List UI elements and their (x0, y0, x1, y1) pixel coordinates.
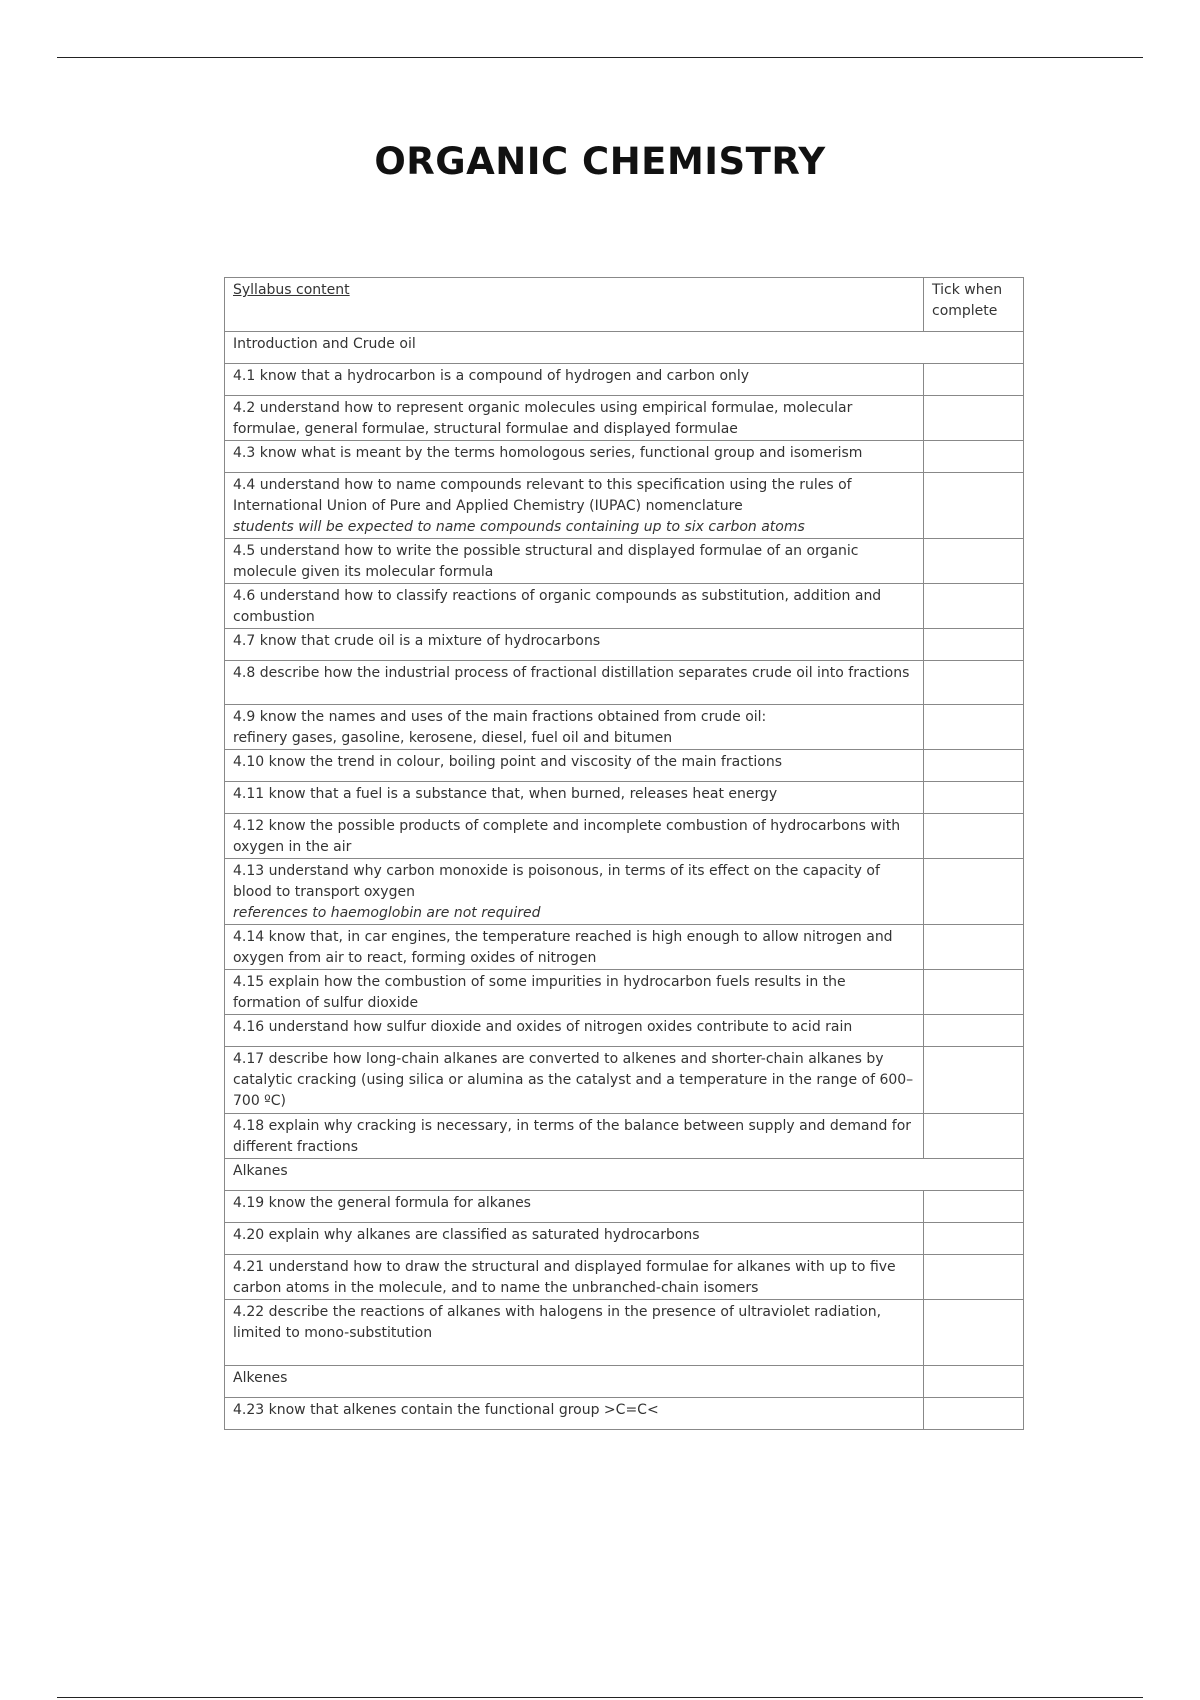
section-row (225, 1366, 1024, 1398)
tick-cell[interactable] (924, 364, 1024, 396)
item-text: 4.4 understand how to name compounds relevant to this specification using the rules of International Union of Pure and Applied Chemistry (IUPAC) nomenclature (233, 477, 852, 514)
tick-cell[interactable] (924, 1015, 1024, 1047)
table-row (225, 364, 1024, 396)
tick-cell[interactable] (924, 1223, 1024, 1255)
table-row (225, 1255, 1024, 1300)
syllabus-item: 4.19 know the general formula for alkanes (225, 1191, 924, 1223)
table-row (225, 629, 1024, 661)
syllabus-item: 4.17 describe how long-chain alkanes are converted to alkenes and shorter-chain alkanes by catalytic cracking (using silica or alumina as the catalyst and a temperature in the range of 600–700 ºC) (225, 1047, 924, 1114)
table-row (225, 1047, 1024, 1114)
tick-cell[interactable] (924, 1366, 1024, 1398)
top-rule (57, 57, 1143, 58)
syllabus-item: 4.6 understand how to classify reactions of organic compounds as substitution, addition and combustion (225, 584, 924, 629)
bottom-rule (57, 1697, 1143, 1698)
item-text: 4.13 understand why carbon monoxide is poisonous, in terms of its effect on the capacity of blood to transport oxygen (233, 863, 880, 900)
table-row (225, 1015, 1024, 1047)
tick-cell[interactable] (924, 1114, 1024, 1159)
tick-cell[interactable] (924, 925, 1024, 970)
tick-cell[interactable] (924, 441, 1024, 473)
header-tick-when-complete: Tick when complete (924, 278, 1024, 332)
section-heading: Alkanes (225, 1159, 1024, 1191)
table-row (225, 584, 1024, 629)
tick-cell[interactable] (924, 1255, 1024, 1300)
tick-cell[interactable] (924, 661, 1024, 705)
table-row (225, 1191, 1024, 1223)
syllabus-item: 4.16 understand how sulfur dioxide and oxides of nitrogen oxides contribute to acid rain (225, 1015, 924, 1047)
table-row (225, 970, 1024, 1015)
table-row (225, 661, 1024, 705)
tick-cell[interactable] (924, 1047, 1024, 1114)
syllabus-item: 4.22 describe the reactions of alkanes with halogens in the presence of ultraviolet radiation, limited to mono-substitution (225, 1300, 924, 1366)
tick-cell[interactable] (924, 473, 1024, 539)
table-row (225, 705, 1024, 750)
syllabus-item: 4.7 know that crude oil is a mixture of hydrocarbons (225, 629, 924, 661)
section-row (225, 332, 1024, 364)
table-row (225, 750, 1024, 782)
table-row (225, 814, 1024, 859)
syllabus-item: 4.14 know that, in car engines, the temperature reached is high enough to allow nitrogen and oxygen from air to react, forming oxides of nitrogen (225, 925, 924, 970)
syllabus-item (225, 859, 924, 925)
syllabus-item: 4.3 know what is meant by the terms homologous series, functional group and isomerism (225, 441, 924, 473)
section-heading: Alkenes (225, 1366, 924, 1398)
syllabus-item: 4.18 explain why cracking is necessary, in terms of the balance between supply and demand for different fractions (225, 1114, 924, 1159)
syllabus-table (224, 277, 1024, 1430)
syllabus-item: 4.10 know the trend in colour, boiling point and viscosity of the main fractions (225, 750, 924, 782)
table-row (225, 859, 1024, 925)
tick-cell[interactable] (924, 750, 1024, 782)
tick-cell[interactable] (924, 1300, 1024, 1366)
tick-cell[interactable] (924, 782, 1024, 814)
section-heading: Introduction and Crude oil (225, 332, 1024, 364)
tick-cell[interactable] (924, 1191, 1024, 1223)
table-row (225, 396, 1024, 441)
table-row (225, 1114, 1024, 1159)
table-row (225, 925, 1024, 970)
syllabus-item: 4.1 know that a hydrocarbon is a compound of hydrogen and carbon only (225, 364, 924, 396)
table-row (225, 1300, 1024, 1366)
syllabus-item: 4.21 understand how to draw the structural and displayed formulae for alkanes with up to five carbon atoms in the molecule, and to name the unbranched-chain isomers (225, 1255, 924, 1300)
table-row (225, 441, 1024, 473)
syllabus-item: 4.23 know that alkenes contain the functional group >C=C< (225, 1398, 924, 1430)
tick-cell[interactable] (924, 859, 1024, 925)
syllabus-item: 4.2 understand how to represent organic molecules using empirical formulae, molecular formulae, general formulae, structural formulae and displayed formulae (225, 396, 924, 441)
syllabus-item: 4.8 describe how the industrial process of fractional distillation separates crude oil into fractions (225, 661, 924, 705)
syllabus-item (225, 705, 924, 750)
item-text-line2: refinery gases, gasoline, kerosene, diesel, fuel oil and bitumen (233, 730, 673, 746)
table-header-row (225, 278, 1024, 332)
table-row (225, 473, 1024, 539)
table-row (225, 1223, 1024, 1255)
item-note: references to haemoglobin are not required (233, 905, 541, 921)
page-title: ORGANIC CHEMISTRY (374, 140, 826, 183)
item-note: students will be expected to name compounds containing up to six carbon atoms (233, 519, 805, 535)
table-row (225, 1398, 1024, 1430)
tick-cell[interactable] (924, 970, 1024, 1015)
table-row (225, 782, 1024, 814)
tick-cell[interactable] (924, 396, 1024, 441)
syllabus-item: 4.5 understand how to write the possible structural and displayed formulae of an organic molecule given its molecular formula (225, 539, 924, 584)
syllabus-item: 4.20 explain why alkanes are classified as saturated hydrocarbons (225, 1223, 924, 1255)
tick-cell[interactable] (924, 1398, 1024, 1430)
header-syllabus-content: Syllabus content (225, 278, 924, 332)
item-text: 4.9 know the names and uses of the main fractions obtained from crude oil: (233, 709, 767, 725)
section-row (225, 1159, 1024, 1191)
syllabus-item: 4.12 know the possible products of complete and incomplete combustion of hydrocarbons with oxygen in the air (225, 814, 924, 859)
syllabus-item: 4.15 explain how the combustion of some impurities in hydrocarbon fuels results in the formation of sulfur dioxide (225, 970, 924, 1015)
tick-cell[interactable] (924, 705, 1024, 750)
syllabus-item (225, 473, 924, 539)
tick-cell[interactable] (924, 584, 1024, 629)
syllabus-item: 4.11 know that a fuel is a substance that, when burned, releases heat energy (225, 782, 924, 814)
tick-cell[interactable] (924, 539, 1024, 584)
table-row (225, 539, 1024, 584)
tick-cell[interactable] (924, 814, 1024, 859)
tick-cell[interactable] (924, 629, 1024, 661)
